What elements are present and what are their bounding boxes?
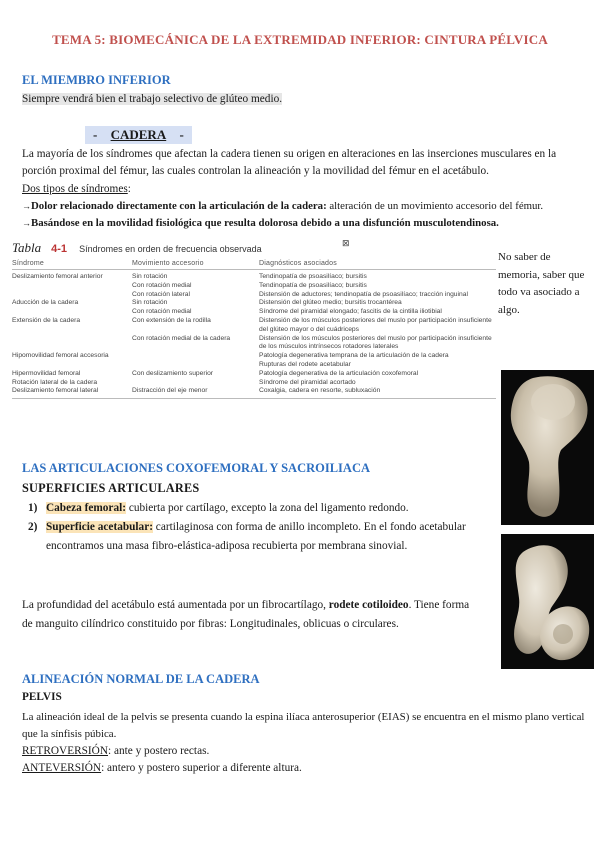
table-row <box>12 352 496 361</box>
table-cell: Síndrome del piramidal elongado; fascitis de la cintilla iliotibial <box>259 308 442 316</box>
arrow-icon: → <box>22 218 31 228</box>
table-cell: Distensión de los músculos posteriores del muslo por participación insuficiente del glúteo mayor o del cuádriceps <box>259 316 492 333</box>
table-cell: Rotación lateral de la cadera <box>12 378 98 386</box>
table-corner-icon: ⊠ <box>342 238 350 248</box>
table-cell <box>12 291 132 300</box>
retroversion-text: : ante y postero rectas. <box>107 745 210 757</box>
table-body <box>12 273 496 396</box>
table-caption-text: Síndromes en orden de frecuencia observada <box>79 244 262 254</box>
table-row <box>12 335 496 353</box>
table-header-row <box>12 260 496 270</box>
table-cell: Con rotación lateral <box>132 290 190 298</box>
section-subheading-superficies: SUPERFICIES ARTICULARES <box>22 481 200 495</box>
bullet-2-bold: Basándose en la movilidad fisiológica que resulta dolorosa debido a una disfunción musculotendinosa. <box>31 217 499 229</box>
table-cell <box>132 379 259 388</box>
numbered-list <box>0 499 472 556</box>
pelvis-paragraph: La alineación ideal de la pelvis se presenta cuando la espina ilíaca anterosuperior (EIAS) se encuentra en el mismo plano vertical que la sínfisis púbica. <box>22 711 585 740</box>
section-heading-miembro-inferior: EL MIEMBRO INFERIOR <box>22 73 171 87</box>
types-label: Dos tipos de síndromes <box>22 183 128 195</box>
retroversion-label: RETROVERSIÓN <box>22 745 108 757</box>
list-item <box>26 499 472 518</box>
table-cell <box>12 308 132 317</box>
table-cell <box>12 282 132 291</box>
table-cell: Con rotación medial de la cadera <box>132 334 231 342</box>
bullet-2 <box>22 215 499 232</box>
table-cell: Deslizamiento femoral lateral <box>12 387 99 395</box>
table-cell: Tendinopatía de psoasilíaco; bursitis <box>259 273 367 280</box>
bullet-1-rest: alteración de un movimiento accesorio del fémur. <box>326 200 544 212</box>
table-cell: Con rotación medial <box>132 308 192 316</box>
table-cell: Deslizamiento femoral anterior <box>12 273 103 280</box>
intro-text <box>22 91 282 108</box>
table-caption <box>12 240 496 256</box>
table-row <box>12 379 496 388</box>
rodete-para-start: La profundidad del acetábulo está aumentada por un fibrocartílago, <box>22 599 329 611</box>
table-cell: Síndrome del piramidal acortado <box>259 378 356 386</box>
cadera-paragraph: La mayoría de los síndromes que afectan la cadera tienen su origen en alteraciones en las inserciones musculares en la porción proximal del fémur, las cuales controlan la alineación y la movilidad del fémur en el acetábulo. <box>22 148 557 177</box>
table-row <box>12 273 496 282</box>
anteversion-text: : antero y postero superior a diferente altura. <box>101 762 302 774</box>
table-cell: Extensión de la cadera <box>12 316 81 324</box>
section-subheading-pelvis: PELVIS <box>22 691 62 703</box>
femur-head-photo <box>501 370 594 525</box>
side-note: No saber de memoria, saber que todo va asociado a algo. <box>498 251 585 316</box>
list-item <box>26 518 472 556</box>
table-cell: Hipomovilidad femoral accesoria <box>12 352 109 360</box>
table-cell: Sin rotación <box>132 299 168 307</box>
rodete-bold: rodete cotiloideo <box>328 599 409 611</box>
table-cell <box>12 361 132 370</box>
list-item-bold: Cabeza femoral: <box>46 502 126 514</box>
table-cell <box>132 352 259 361</box>
table-row <box>12 370 496 379</box>
rodete-paragraph <box>22 596 478 634</box>
bullet-1-bold: Dolor relacionado directamente con la articulación de la cadera: <box>31 200 327 212</box>
list-item-number: 1) <box>28 502 38 514</box>
femur-head-illustration <box>501 370 594 525</box>
table-row <box>12 291 496 300</box>
cadera-dash-right: - <box>179 127 184 142</box>
superficies-list <box>0 499 472 556</box>
anteversion-label: ANTEVERSIÓN <box>22 762 102 774</box>
table-cell: Distensión de los músculos posteriores del muslo por participación insuficiente de los músculos intrínsecos rotadores laterales <box>259 334 492 351</box>
table-header-cell: Movimiento accesorio <box>132 260 204 267</box>
section-heading-alineacion: ALINEACIÓN NORMAL DE LA CADERA <box>22 672 260 686</box>
table-cell: Distracción del eje menor <box>132 387 208 395</box>
table-cell: Aducción de la cadera <box>12 299 79 307</box>
table-row <box>12 282 496 291</box>
page-title: TEMA 5: BIOMECÁNICA DE LA EXTREMIDAD INFERIOR: CINTURA PÉLVICA <box>52 32 548 47</box>
table-cell: Con extensión de la rodilla <box>132 316 211 324</box>
cadera-heading-box <box>85 126 192 144</box>
table-number: 4-1 <box>51 243 68 255</box>
types-colon: : <box>127 183 131 195</box>
list-item-bold: Superficie acetabular: <box>46 521 153 533</box>
table-cell: Distensión del glúteo medio; bursitis trocantérea <box>259 299 402 307</box>
table-cell: Coxalgia, cadera en resorte, subluxación <box>259 387 381 395</box>
types-line <box>22 181 131 198</box>
table-cell: Hipermovilidad femoral <box>12 369 81 377</box>
table-row <box>12 361 496 370</box>
intro-highlight: Siempre vendrá bien el trabajo selectivo de glúteo medio. <box>22 93 283 105</box>
list-item-text <box>46 499 409 518</box>
table-header-cell: Síndrome <box>12 260 44 267</box>
list-item-text <box>46 518 472 556</box>
syndromes-table <box>12 240 496 399</box>
acetabulum-photo <box>501 534 594 669</box>
table-row <box>12 317 496 335</box>
cadera-dash-left: - <box>93 127 98 142</box>
table-row <box>12 299 496 308</box>
table-row <box>12 308 496 317</box>
table-cell: Con rotación medial <box>132 281 192 289</box>
table-cell <box>132 361 259 370</box>
table-cell <box>12 335 132 353</box>
table-cell: Rupturas del rodete acetabular <box>259 360 351 368</box>
table-cell: Patología degenerativa temprana de la articulación de la cadera <box>259 352 449 360</box>
table-bottom-rule <box>12 398 496 399</box>
table-cell: Distensión de aductores; tendinopatía de psoasilíaco; tracción inguinal <box>259 290 468 298</box>
rodete-para-end: . Tiene forma de manguito cilíndrico constituido por fibras: Longitudinales, oblicuas o circulares. <box>22 599 470 630</box>
table-cell: Sin rotación <box>132 273 168 280</box>
cadera-heading: CADERA <box>110 127 167 142</box>
list-item-rest: cubierta por cartílago, excepto la zona del ligamento redondo. <box>126 502 409 514</box>
table-header-cell: Diagnósticos asociados <box>259 260 337 267</box>
table-row <box>12 387 496 396</box>
section-heading-articulaciones: LAS ARTICULACIONES COXOFEMORAL Y SACROILIACA <box>22 461 370 475</box>
acetabulum-illustration <box>501 534 594 669</box>
table-label: Tabla <box>12 240 42 255</box>
bullet-1 <box>22 198 543 215</box>
list-item-number: 2) <box>28 521 38 533</box>
table-cell: Patología degenerativa de la articulación coxofemoral <box>259 369 419 377</box>
anteversion-line <box>22 760 302 777</box>
table-cell: Tendinopatía de psoasilíaco; bursitis <box>259 281 367 289</box>
retroversion-line <box>22 743 209 760</box>
arrow-icon: → <box>22 201 31 211</box>
table-cell: Con deslizamiento superior <box>132 369 214 377</box>
list-item-rest: cartilaginosa con forma de anillo incompleto. En el fondo acetabular encontramos una masa fibro-elástica-adiposa recubierta por membrana sinovial. <box>46 521 466 552</box>
